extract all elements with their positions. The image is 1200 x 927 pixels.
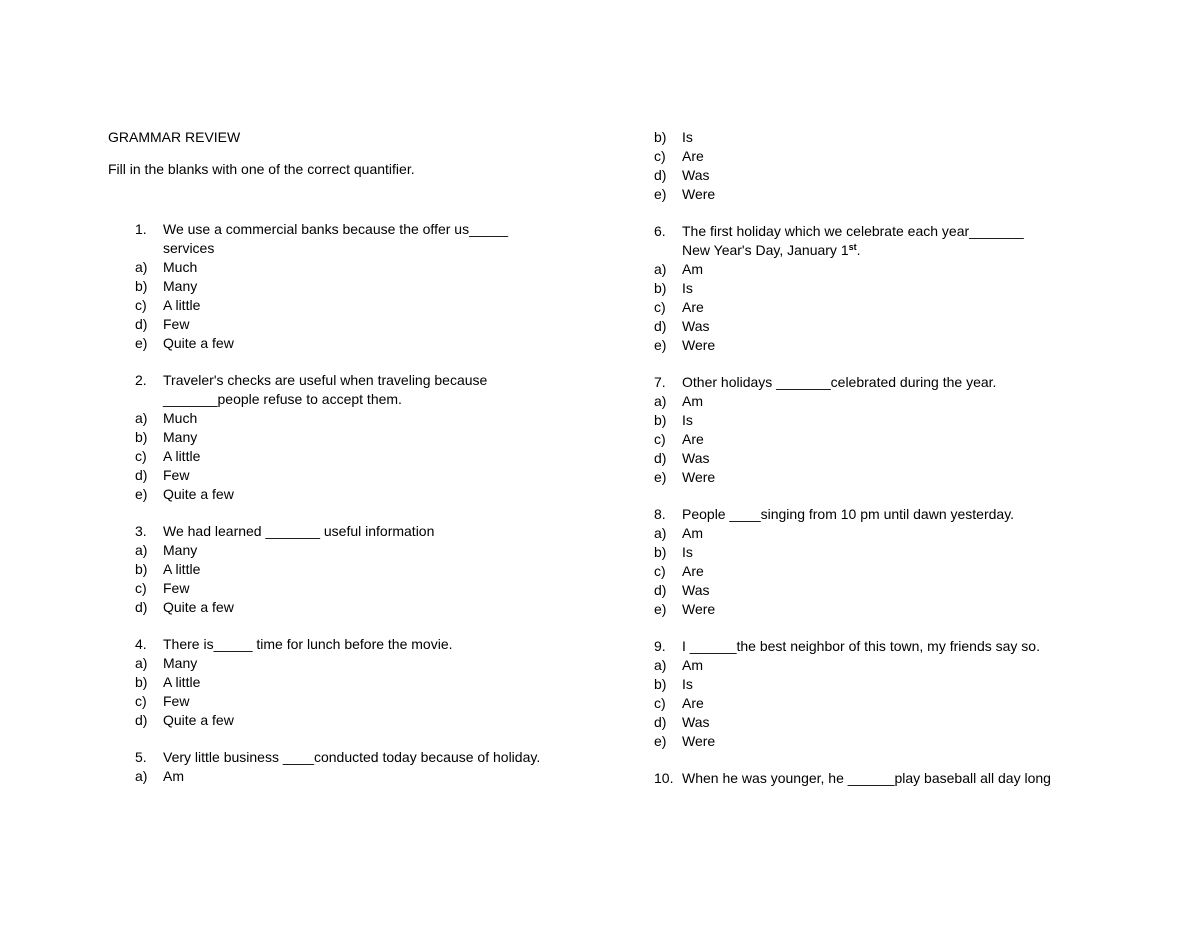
option (108, 485, 628, 504)
question-1 (108, 220, 628, 353)
question-10 (654, 769, 1114, 788)
right-column (654, 128, 1114, 806)
option-letter: c) (654, 695, 666, 711)
option-letter: c) (135, 580, 147, 596)
option-letter: c) (135, 448, 147, 464)
question-text: We use a commercial banks because the offer us_____ (163, 221, 509, 237)
option-letter: c) (135, 297, 147, 313)
option (654, 392, 1114, 411)
question-text: Traveler's checks are useful when traveling because (163, 372, 488, 388)
left-column (108, 128, 628, 804)
option (108, 560, 628, 579)
option-letter: d) (135, 599, 148, 615)
option-letter: d) (654, 167, 667, 183)
option (654, 298, 1114, 317)
option-text: Quite a few (163, 599, 234, 615)
option-letter: a) (135, 768, 148, 784)
question-number: 2. (135, 372, 147, 388)
option-letter: b) (654, 544, 667, 560)
question-number: 10. (654, 770, 674, 786)
question-9 (654, 637, 1114, 751)
option (654, 656, 1114, 675)
option-text: Were (682, 469, 716, 485)
question-text: People ____singing from 10 pm until dawn yesterday. (682, 506, 1015, 522)
option (108, 711, 628, 730)
option-letter: c) (135, 693, 147, 709)
option-text: Much (163, 410, 198, 426)
option-text: Much (163, 259, 198, 275)
option-text: Many (163, 655, 198, 671)
option-text: Quite a few (163, 712, 234, 728)
question-number: 7. (654, 374, 666, 390)
option (108, 258, 628, 277)
option-text: Are (682, 299, 704, 315)
option-letter: a) (654, 525, 667, 541)
option-letter: a) (135, 655, 148, 671)
option-letter: e) (654, 733, 667, 749)
option-text: Was (682, 450, 710, 466)
option-letter: e) (654, 601, 667, 617)
option (654, 166, 1114, 185)
option-text: Few (163, 580, 190, 596)
option (108, 315, 628, 334)
option-letter: b) (654, 280, 667, 296)
option-letter: c) (654, 431, 666, 447)
option-letter: b) (135, 674, 148, 690)
option-letter: d) (135, 316, 148, 332)
option-text: Are (682, 695, 704, 711)
period: . (856, 242, 861, 258)
option (108, 466, 628, 485)
option-text: A little (163, 561, 201, 577)
ordinal-suffix: st (848, 242, 857, 252)
option-text: Are (682, 563, 704, 579)
option (108, 767, 628, 786)
question-text: I ______the best neighbor of this town, my friends say so. (682, 638, 1040, 654)
option (654, 185, 1114, 204)
question-text-continued: _______people refuse to accept them. (163, 391, 402, 407)
option-text: Is (682, 412, 693, 428)
question-number: 5. (135, 749, 147, 765)
question-3 (108, 522, 628, 617)
question-text: We had learned _______ useful information (163, 523, 435, 539)
option-text: Were (682, 733, 716, 749)
option (108, 541, 628, 560)
option-text: Am (163, 768, 184, 784)
option (654, 449, 1114, 468)
option-letter: a) (135, 542, 148, 558)
option-letter: e) (135, 486, 148, 502)
option (108, 334, 628, 353)
question-text-continued: services (163, 240, 215, 256)
option-letter: e) (654, 469, 667, 485)
option (654, 128, 1114, 147)
option-letter: b) (654, 129, 667, 145)
option-letter: b) (135, 429, 148, 445)
option-letter: c) (654, 148, 666, 164)
option (108, 692, 628, 711)
option (654, 543, 1114, 562)
option (654, 260, 1114, 279)
option (654, 581, 1114, 600)
option-letter: b) (654, 676, 667, 692)
option (108, 296, 628, 315)
question-2 (108, 371, 628, 504)
option-text: Am (682, 525, 703, 541)
question-8 (654, 505, 1114, 619)
option-text: Quite a few (163, 335, 234, 351)
question-number: 4. (135, 636, 147, 652)
option-text: Was (682, 318, 710, 334)
option-text: Quite a few (163, 486, 234, 502)
option (654, 468, 1114, 487)
option (654, 336, 1114, 355)
option-letter: d) (654, 318, 667, 334)
question-number: 9. (654, 638, 666, 654)
option (108, 409, 628, 428)
option-letter: d) (135, 712, 148, 728)
option (108, 598, 628, 617)
question-6 (654, 222, 1114, 355)
option (654, 732, 1114, 751)
option-text: Is (682, 676, 693, 692)
option-text: Is (682, 544, 693, 560)
option-text: Was (682, 714, 710, 730)
option (654, 694, 1114, 713)
option (654, 317, 1114, 336)
option-text: Were (682, 186, 716, 202)
option-letter: d) (654, 582, 667, 598)
option-letter: e) (654, 186, 667, 202)
option (654, 524, 1114, 543)
question-text: There is_____ time for lunch before the movie. (163, 636, 453, 652)
question-number: 8. (654, 506, 666, 522)
option-text: Am (682, 657, 703, 673)
option-letter: b) (135, 278, 148, 294)
option (108, 673, 628, 692)
option-text: Is (682, 129, 693, 145)
option-text: A little (163, 674, 201, 690)
question-7 (654, 373, 1114, 487)
option (654, 675, 1114, 694)
option-letter: c) (654, 299, 666, 315)
question-text: Other holidays _______celebrated during the year. (682, 374, 997, 390)
question-number: 1. (135, 221, 147, 237)
option-text: Are (682, 431, 704, 447)
question-5 (108, 748, 628, 786)
option-text: Many (163, 278, 198, 294)
option (654, 279, 1114, 298)
option-text: Is (682, 280, 693, 296)
option (108, 654, 628, 673)
option (654, 562, 1114, 581)
option-letter: a) (135, 410, 148, 426)
option-letter: c) (654, 563, 666, 579)
question-4 (108, 635, 628, 730)
option-letter: d) (654, 450, 667, 466)
option-text: Were (682, 601, 716, 617)
option-text: Am (682, 393, 703, 409)
option (654, 411, 1114, 430)
question-text-continued (682, 241, 861, 260)
option-letter: b) (654, 412, 667, 428)
option (654, 147, 1114, 166)
option-text: Few (163, 316, 190, 332)
option (654, 713, 1114, 732)
option-text: Were (682, 337, 716, 353)
option-text: Many (163, 542, 198, 558)
page-title: GRAMMAR REVIEW (108, 129, 241, 145)
question-5-continued (654, 128, 1114, 204)
date-text: New Year's Day, January 1 (682, 242, 849, 258)
question-number: 3. (135, 523, 147, 539)
option-text: Was (682, 167, 710, 183)
option-letter: a) (654, 657, 667, 673)
question-text: The first holiday which we celebrate each year_______ (682, 223, 1024, 239)
question-number: 6. (654, 223, 666, 239)
option (108, 447, 628, 466)
option-letter: b) (135, 561, 148, 577)
option-text: Few (163, 693, 190, 709)
option-text: A little (163, 448, 201, 464)
question-text: Very little business ____conducted today because of holiday. (163, 749, 541, 765)
option (108, 277, 628, 296)
option-text: Are (682, 148, 704, 164)
option-text: Am (682, 261, 703, 277)
option-letter: d) (135, 467, 148, 483)
option (108, 428, 628, 447)
option-letter: a) (654, 261, 667, 277)
option (654, 430, 1114, 449)
option-letter: a) (135, 259, 148, 275)
option-text: Few (163, 467, 190, 483)
question-text: When he was younger, he ______play baseball all day long (682, 770, 1051, 786)
option (108, 579, 628, 598)
option (654, 600, 1114, 619)
option-letter: a) (654, 393, 667, 409)
option-letter: e) (135, 335, 148, 351)
option-letter: e) (654, 337, 667, 353)
option-text: Many (163, 429, 198, 445)
option-letter: d) (654, 714, 667, 730)
instructions: Fill in the blanks with one of the correct quantifier. (108, 161, 415, 177)
option-text: A little (163, 297, 201, 313)
option-text: Was (682, 582, 710, 598)
